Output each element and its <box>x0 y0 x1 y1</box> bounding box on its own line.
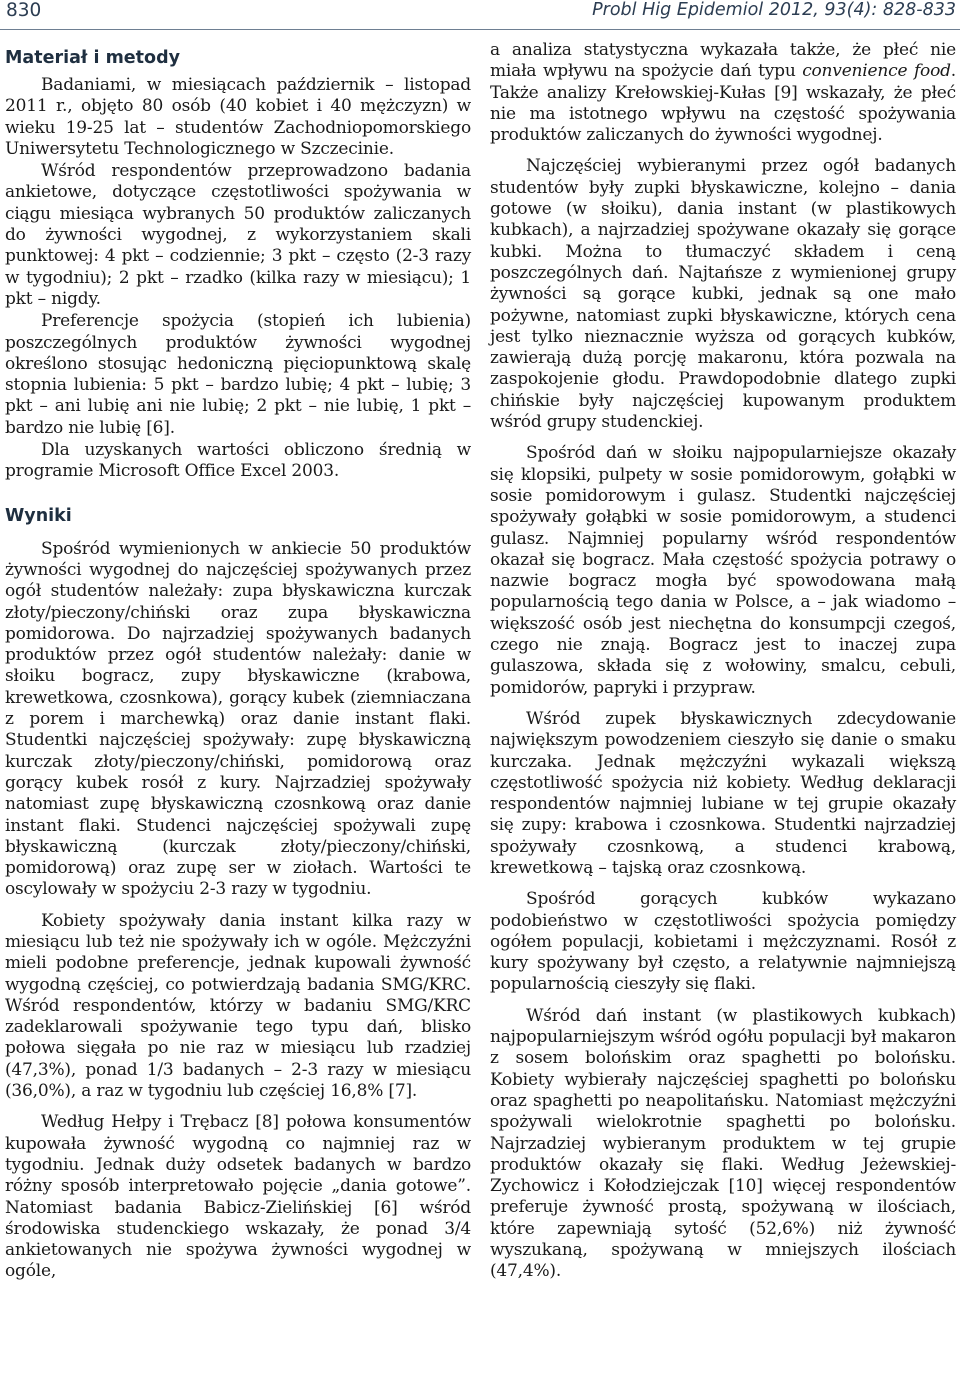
journal-citation: Probl Hig Epidemiol 2012, 93(4): 828-833 <box>592 0 956 20</box>
results-paragraph-2: Kobiety spożywały dania instant kilka razy w miesiącu lub też nie spożywały ich w ogóle. Mężczyźni mieli podobne preferencje, jednak kupowali żywność wygodną częściej, co potwierdzają badania SMG/KRC. Wśród respondentów, którzy w badaniu SMG/KRC zadeklarowali spożywanie tego typu dań, blisko połowa sięgała po nie raz w miesiącu lub rzadziej (47,3%), ponad 1/3 badanych – 2-3 razy w miesiącu (36,0%), a raz w tygodniu lub częściej 16,8% [7]. <box>5 910 471 1102</box>
discussion-paragraph-6: Wśród dań instant (w plastikowych kubkach) najpopularniejszym wśród ogółu populacji był makaron z sosem bolońskim oraz spaghetti po bolońsku. Kobiety wybierały najczęściej spaghetti po bolońsku oraz spaghetti po neapolitańsku. Natomiast mężczyźni spożywali wielokrotnie spaghetti po bolońsku. Najrzadziej wybieranym produktem w tej grupie produktów okazały się flaki. Według Jeżewskiej-Zychowicz i Kołodziejczak [10] więcej respondentów preferuje żywność prostą, spożywaną w ilościach, które zapewniają sytość (52,6%) niż żywność wyszukaną, spożywaną w mniejszych ilościach (47,4%). <box>490 1005 956 1282</box>
discussion-paragraph-4: Wśród zupek błyskawicznych zdecydowanie największym powodzeniem cieszyło się danie o smaku kurczaka. Jednak mężczyźni wykazali większą częstotliwość spożycia niż kobiety. Według deklaracji respondentów najmniej lubiane w tej grupie okazały się zupy: krabowa i czosnkowa. Studentki najrzadziej spożywały czosnkową, a studenci krabową, krewetkową – tajską oraz czosnkową. <box>490 708 956 878</box>
right-column <box>490 40 956 1283</box>
methods-paragraph-3: Preferencje spożycia (stopień ich lubienia) poszczególnych produktów żywności wygodnej określono stosując hedoniczną pięciopunktową skalę stopnia lubienia: 5 pkt – bardzo lubię; 4 pkt – lubię; 3 pkt – ani lubię ani nie lubię; 2 pkt – nie lubię, 1 pkt – bardzo nie lubię [6]. <box>5 311 471 438</box>
paragraph-text: a analiza statystyczna wykazała także, że płeć nie miała wpływu na spożycie dań typu <box>490 40 956 82</box>
methods-paragraph-2: Wśród respondentów przeprowadzono badania ankietowe, dotyczące częstotliwości spożywania w ciągu miesiąca wybranych 50 produktów zaliczanych do żywności wygodnej, z wykorzystaniem skali punktowej: 4 pkt – codziennie; 3 pkt – często (2-3 razy w tygodniu); 2 pkt – rzadko (kilka razy w miesiącu); 1 pkt – nigdy. <box>5 161 471 309</box>
left-column <box>5 40 471 1283</box>
discussion-paragraph-5: Spośród gorących kubków wykazano podobieństwo w częstotliwości spożycia pomiędzy ogółem populacji, kobietami i mężczyznami. Rosół z kury spożywany był często, a relatywnie najmniejszą popularnością cieszyły się flaki. <box>490 889 956 995</box>
results-paragraph-3: Według Hełpy i Trębacz [8] połowa konsumentów kupowała żywność wygodną co najmniej raz w tygodniu. Jednak duży odsetek badanych w bardzo różny sposób interpretowało pojęcie „dania gotowe”. Natomiast badania Babicz-Zielińskiej [6] wśród środowiska studenckiego wskazały, że ponad 3/4 ankietowanych nie spożywa żywności wygodnej w ogóle, <box>5 1112 471 1282</box>
discussion-paragraph-3: Spośród dań w słoiku najpopularniejsze okazały się klopsiki, pulpety w sosie pomidorowym, gołąbki w sosie pomidorowym i gulasz. Studentki najczęściej spożywały gołąbki w sosie pomidorowym, a studenci gulasz. Najmniej popularny wśród respondentów okazał się bogracz. Mała częstość spożycia potrawy o nazwie bogracz mogła być spowodowana małą popularnością tego dania w Polsce, a – jak wiadomo – większość osób jest niechętna do konsumpcji czegoś, czego nie znają. Bogracz jest to inaczej zupa gulaszowa, składa się z wołowiny, smalcu, cebuli, pomidorów, papryki i przypraw. <box>490 443 956 698</box>
discussion-paragraph-1 <box>490 40 956 146</box>
italic-term: convenience food <box>802 61 951 82</box>
methods-paragraph-4: Dla uzyskanych wartości obliczono średnią w programie Microsoft Office Excel 2003. <box>5 440 471 482</box>
heading-results: Wyniki <box>5 505 72 526</box>
methods-paragraph-1: Badaniami, w miesiącach październik – listopad 2011 r., objęto 80 osób (40 kobiet i 40 mężczyzn) w wieku 19-25 lat – studentów Zachodniopomorskiego Uniwersytetu Technologicznego w Szczecinie. <box>5 75 471 159</box>
heading-materials-methods: Materiał i metody <box>5 48 180 68</box>
page-number: 830 <box>6 0 42 21</box>
paragraph-text: . Także analizy Krełowskiej-Kułas [9] wskazały, że płeć nie ma istotnego wpływu na częstość spożywania produktów zaliczanych do żywności wygodnej. <box>490 61 957 146</box>
results-paragraph-1: Spośród wymienionych w ankiecie 50 produktów żywności wygodnej do najczęściej spożywanych przez ogół studentów należały: zupa błyskawiczna kurczak złoty/pieczony/chiński oraz zupa błyskawiczna pomidorowa. Do najrzadziej spożywanych badanych produktów przez ogół studentów należały: danie w słoiku bogracz, zupy błyskawiczne (krabowa, krewetkowa, czosnkowa), gorący kubek (ziemniaczana z porem i marchewką) oraz danie instant flaki. Studentki najczęściej spożywały: zupę błyskawiczną kurczak złoty/pieczony/chiński, pomidorową oraz gorący kubek rosół z kury. Najrzadziej spożywały natomiast zupę błyskawiczną czosnkową oraz danie instant flaki. Studenci najczęściej spożywali zupę błyskawiczną (kurczak złoty/pieczony/chiński, pomidorową) oraz zupę ser w ziołach. Wartości te oscylowały w spożyciu 2-3 razy w tygodniu. <box>5 538 471 900</box>
discussion-paragraph-2: Najczęściej wybieranymi przez ogół badanych studentów były zupki błyskawiczne, kolejno – dania gotowe (w słoiku), dania instant (w plastikowych kubkach), a najrzadziej spożywane okazały się gorące kubki. Można to tłumaczyć składem i ceną poszczególnych dań. Najtańsze z wymienionej grupy żywności są gorące kubki, jednak są one mało pożywne, natomiast zupki błyskawiczne, których cena jest tylko nieznacznie wyższa od gorących kubków, zawierają dużą porcję makaronu, która pozwala na zaspokojenie głodu. Prawdopodobnie dlatego zupki chińskie były najczęściej kupowanym produktem wśród grupy studenckiej. <box>490 156 956 433</box>
header-rule <box>0 29 960 30</box>
